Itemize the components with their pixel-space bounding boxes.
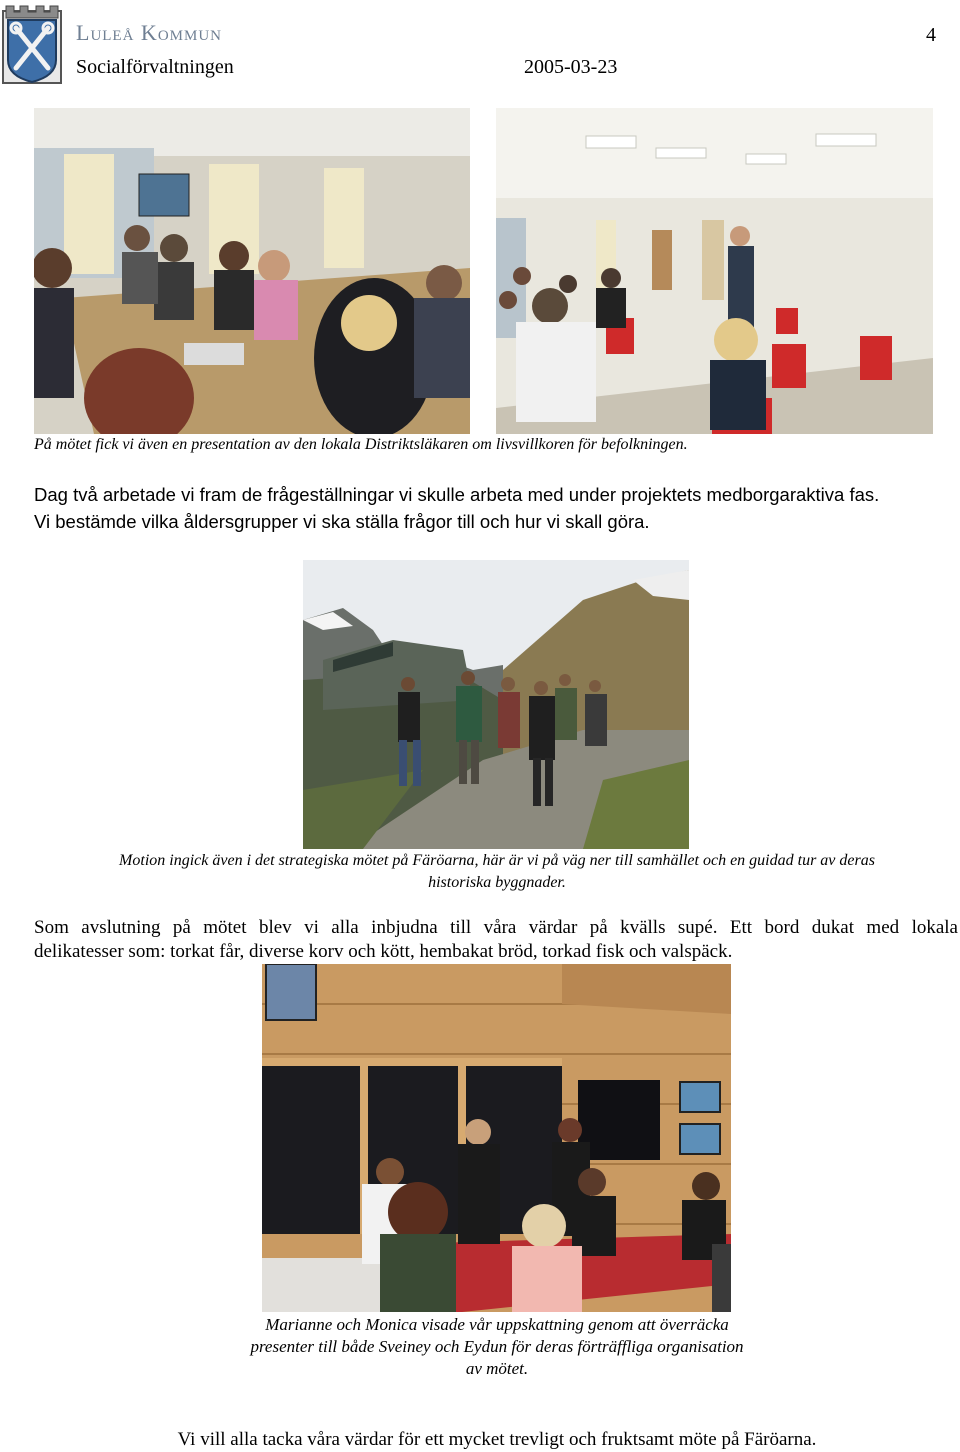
mountain-walk-photo (303, 560, 689, 849)
dinner-photo-caption-line-2: presenter till både Sveiney och Eydun för deras förträffliga organisation (250, 1337, 744, 1356)
document-date: 2005-03-23 (524, 56, 618, 78)
walk-photo-caption-line-2: historiska byggnader. (428, 874, 566, 891)
presentation-room-photo (496, 108, 933, 434)
organization-name: Luleå Kommun (76, 20, 222, 45)
municipal-coat-of-arms-logo (2, 2, 62, 84)
closing-thanks-line: Vi vill alla tacka våra värdar för ett mycket trevligt och fruktsamt möte på Färöarna. (177, 1429, 817, 1450)
dinner-photo-caption-line-3: av mötet. (465, 1359, 529, 1378)
day-two-paragraph-line-1: Dag två arbetade vi fram de frågeställningar vi skulle arbeta med under projektets medborgaraktiva fas. (34, 484, 880, 505)
closing-paragraph-line-1: Som avslutning på mötet blev vi alla inbjudna till våra värdar på kvälls supé. Ett bord dukat med lokala (34, 917, 958, 938)
meeting-table-photo (34, 108, 470, 434)
dinner-photo-caption-line-1: Marianne och Monica visade vår uppskattning genom att överräcka (265, 1315, 729, 1334)
closing-paragraph-line-2: delikatesser som: torkat får, diverse korv och kött, hembakat bröd, torkad fisk och valspäck. (34, 941, 733, 962)
page-number: 4 (926, 24, 936, 46)
presentation-photo-caption: På mötet fick vi även en presentation av den lokala Distriktsläkaren om livsvillkoren för befolkningen. (34, 436, 688, 453)
dinner-photo (262, 964, 731, 1312)
department-name: Socialförvaltningen (76, 56, 234, 78)
walk-photo-caption-line-1: Motion ingick även i det strategiska mötet på Färöarna, här är vi på väg ner till samhället och en guidad tur av deras (119, 852, 875, 869)
day-two-paragraph-line-2: Vi bestämde vilka åldersgrupper vi ska ställa frågor till och hur vi skall göra. (34, 511, 650, 532)
